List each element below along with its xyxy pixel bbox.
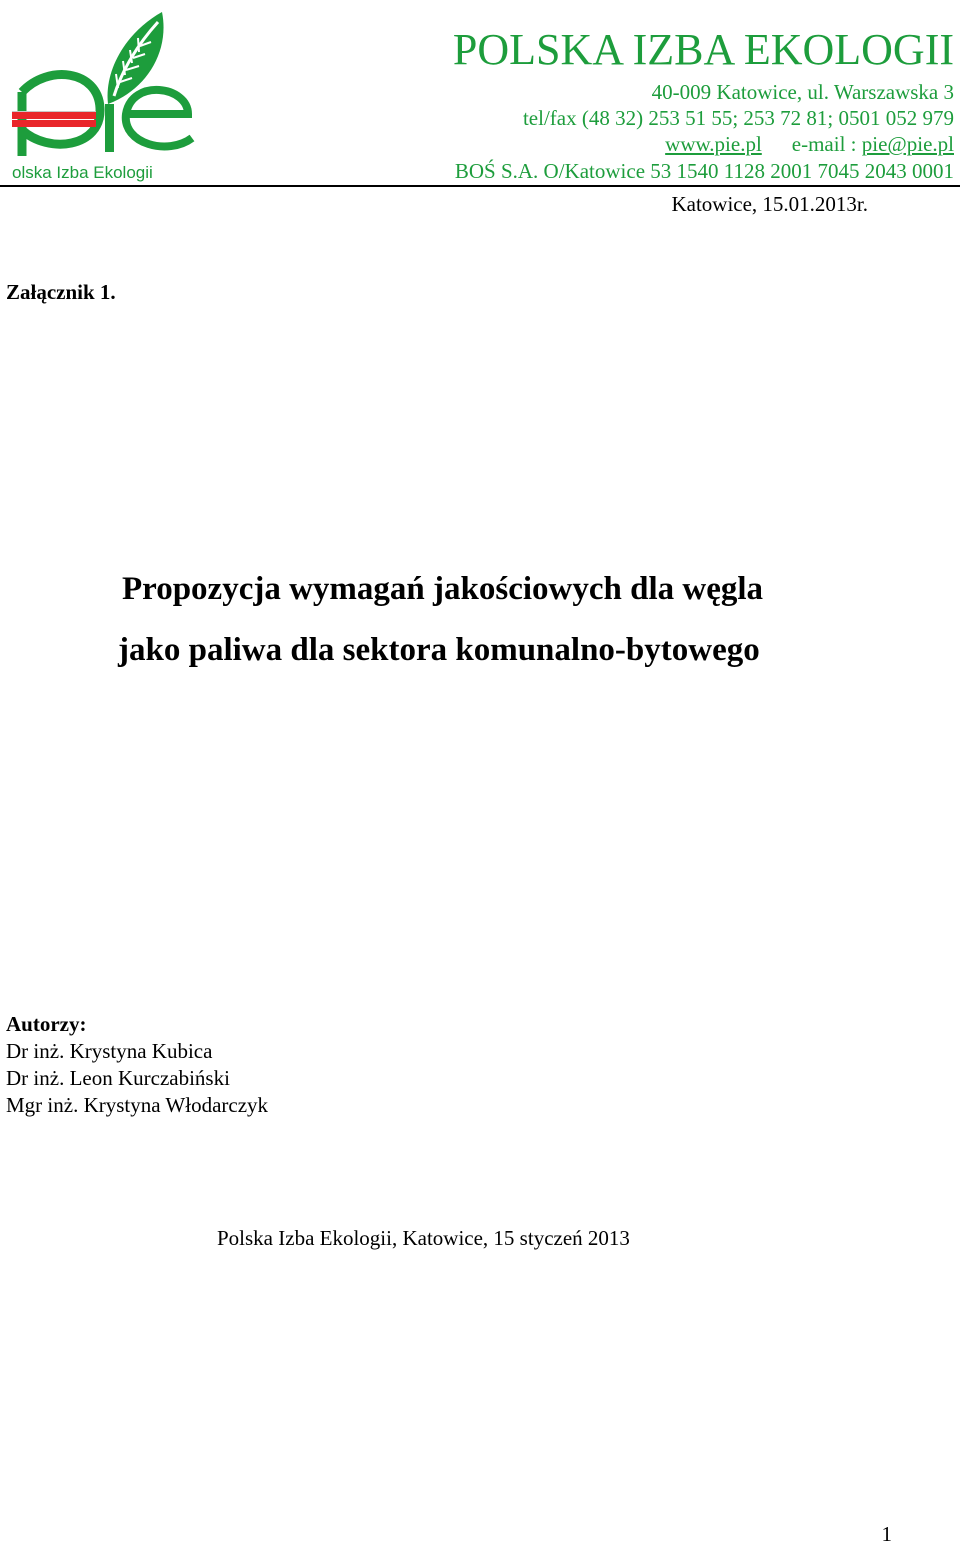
document-title-line-1: Propozycja wymagań jakościowych dla węgla <box>122 571 764 607</box>
email-link[interactable]: pie@pie.pl <box>861 132 954 156</box>
organization-address: 40-009 Katowice, ul. Warszawska 3 <box>651 80 954 104</box>
document-title-line-2: jako paliwa dla sektora komunalno-bytowego <box>118 632 760 668</box>
header-divider <box>0 185 960 187</box>
authors-label: Autorzy: <box>6 1012 87 1036</box>
bank-account: BOŚ S.A. O/Katowice 53 1540 1128 2001 7045 2043 0001 <box>454 159 954 183</box>
email-label: e-mail : <box>791 132 862 156</box>
organization-contact <box>665 132 954 156</box>
organization-logo <box>8 8 200 186</box>
authors-section <box>6 1011 268 1119</box>
website-link[interactable]: www.pie.pl <box>665 132 762 156</box>
page-number: 1 <box>881 1522 892 1546</box>
logo-caption: olska Izba Ekologii <box>12 163 153 182</box>
organization-phone: tel/fax (48 32) 253 51 55; 253 72 81; 0501 052 979 <box>522 106 954 130</box>
document-date: Katowice, 15.01.2013r. <box>671 192 868 216</box>
author-name: Dr inż. Krystyna Kubica <box>6 1039 213 1063</box>
publisher-line: Polska Izba Ekologii, Katowice, 15 styczeń 2013 <box>217 1226 630 1250</box>
author-name: Mgr inż. Krystyna Włodarczyk <box>6 1093 269 1117</box>
annex-label: Załącznik 1. <box>6 280 116 304</box>
author-name: Dr inż. Leon Kurczabiński <box>6 1066 230 1090</box>
organization-name: POLSKA IZBA EKOLOGII <box>452 25 954 74</box>
